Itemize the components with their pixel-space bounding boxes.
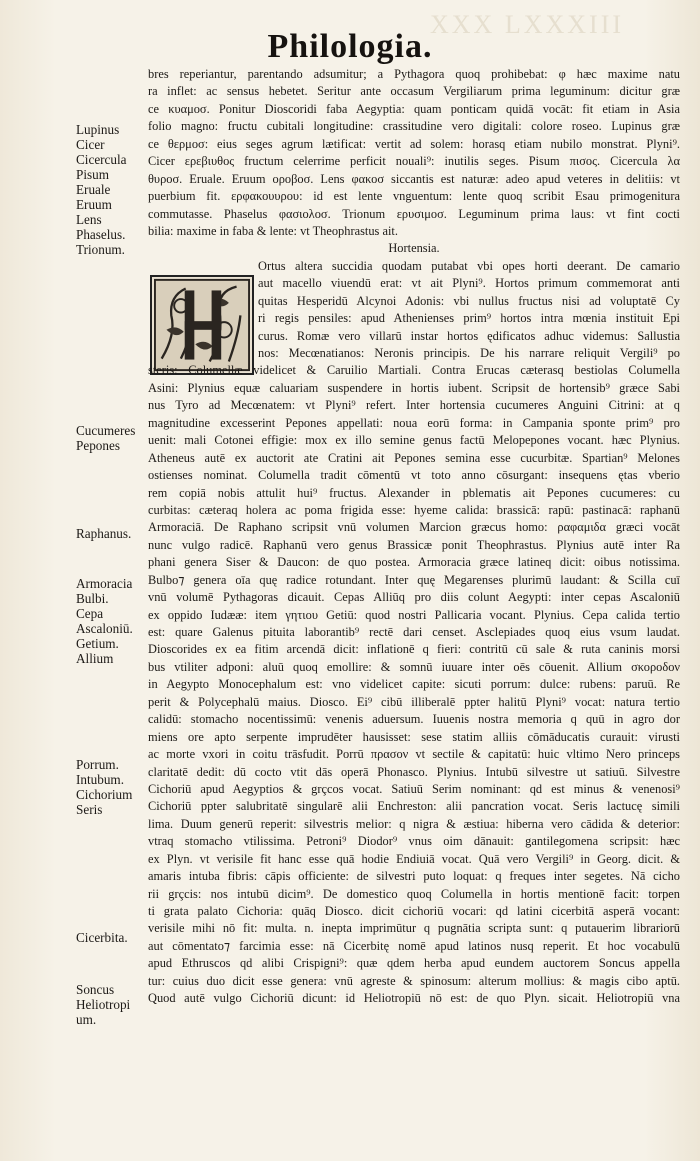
text-line: curbitas: cæteraq holera ac poma frigida esse: hyeme calida: brassicā: rapū: pastinacā: raphanū (148, 502, 680, 517)
text-line: ce θερμοσ: eius seges agrum lætificat: vertit ad solem: horasq etiam nubilo monstrat. Plyni⁹. (148, 136, 680, 151)
text-line: perit & Polycephalū maius. Diosco. Ei⁹ cibū illiberalē ppter halitū Plyni⁹ vocat: natura tertio (148, 694, 680, 709)
margin-note-group (76, 982, 148, 1027)
text-line: Armoraciā. De Raphano scripsit vnū volumen Marcion græcus homo: ραφαμιδα græci vocāt (148, 520, 680, 535)
text-line: nunc vulgo radicē. Raphanū vero genus Brassicæ ponit Theophrastus. Plynius autē inter Ra (148, 537, 680, 552)
text-line: ri regis pensiles: apud Athenienses prim⁹ hortos intra mœnia instituit Epi (258, 311, 680, 326)
margin-note: Pisum (76, 167, 109, 182)
text-line: Cichoriū ppter salubritatē singularē alii Enchreston: alii pancration vocat. Seris lactucę simili (148, 799, 680, 814)
text-line: lima. Duum generū reperit: silvestris melior: q nigra & æstiua: hiberna vero cādida & deterior: (148, 816, 680, 831)
text-line: folio magno: fructu cubitali longitudine: crassitudine vero digitali: colore roseo. Lupinus græ (148, 119, 680, 134)
text-line: ac morte vxori in coitu trāsfudit. Porrū πρασον vt sectile & capitatū: huic vltimo Nero princeps (148, 747, 680, 762)
text-line: magnitudine excesserint Pepones appellati: noua eorū forma: in Campania sponte prim⁹ pro (148, 415, 680, 430)
margin-note: Raphanus. (76, 526, 132, 541)
margin-note: Pepones (76, 438, 120, 453)
text-line: nos: Mecœnatianos: Neronis principis. De his narrare reliquit Vergili⁹ po (258, 346, 680, 360)
margin-note: Lupinus (76, 122, 120, 137)
text-line: Quod autē vulgo Cichoriū dicunt: id Heliotropiū nō est: de quo Plyn. sicait. Heliotropiū vna (148, 991, 680, 1006)
margin-note: Porrum. (76, 757, 119, 772)
margin-note: Heliotropi (76, 997, 131, 1012)
section-heading: Hortensia. (388, 241, 440, 256)
text-line: Atheneus autē ex auctorit ate Cratini ait Pepones semina esse cucurbitæ. Spartian⁹ Melones (148, 450, 680, 465)
text-line: bres reperiantur, parentando adsumitur; a Pythagora quoq prohibebat: φ hæc maxime natu (148, 67, 680, 81)
margin-note: um. (76, 1012, 97, 1027)
text-line: Ortus altera succidia quodam putabat vbi opes horti deerant. De camario (258, 258, 680, 273)
text-line: rem copiā nobis attulit hui⁹ fructus. Alexander in pblematis ait Pepones cucumeres: cu (148, 485, 680, 500)
margin-note: Phaselus. (76, 227, 126, 242)
margin-note: Cepa (76, 606, 104, 621)
text-line: Dioscorides ex ea fitim arcendā dicit: inflationē q fieri: contritū cū sale & ruta caninis morsi (148, 642, 680, 657)
main-text-column (148, 66, 680, 1008)
text-line: phani genera Siser & Daucon: de quo postea. Armoracia græce latineq dicit: oibus notissima. (148, 555, 680, 570)
text-line: bilia: maxime in faba & lente: vt Theophrastus ait. (148, 223, 398, 238)
margin-note-group (76, 757, 148, 817)
text-line: uenit: mali Cotonei effigie: mox ex illo semine genus factū Melopepones vocant. hæc Plynius. (148, 433, 680, 448)
text-line: quitas Hesperidū Alcynoi Adonis: vbi nullus fructus nisi ad voluptatē Cy (258, 293, 680, 308)
margin-note-group (76, 526, 148, 541)
margin-note: Cicer (76, 137, 105, 152)
margin-note: Allium (76, 651, 114, 666)
margin-note: Lens (76, 212, 102, 227)
text-line: calidū: stomacho nocentissimū: venenis aduersum. Iuuenis nostra memoria q quū in agro dor (148, 712, 680, 727)
text-line: θυροσ. Eruale. Eruum οροβοσ. Lens φακοσ siccantis est naturæ: adeo apud veteres in delitiis: vt (148, 171, 680, 186)
margin-note: Intubum. (76, 772, 124, 787)
text-line: bus vtiliter adponi: aluū quoq emollire: & somnū iuuare inter oēs cōuenit. Allium σκοροδον (148, 659, 680, 674)
text-line: claritatē dedit: dū cocto vtit dās operā Phonasco. Plynius. Intubū silvestre ut satiuū. Silvestre (148, 764, 680, 779)
text-line: apud Ethruscos qd alibi Crispigni⁹: quæ qdem herba apud eundem auctorem Soncus appella (148, 956, 680, 971)
page-header-title: Philologia. (267, 28, 433, 65)
text-line: ti grata palato Cichoria: quāq Diosco. dicit cichoriū vocari: qd latini cicerbitā asperā vocant: (148, 904, 680, 918)
margin-note: Bulbi. (76, 591, 109, 606)
margin-note: Cicerbita. (76, 930, 128, 945)
margin-note-group (76, 423, 148, 453)
text-line: curus. Romæ vero villarū instar hortos ędificatos adhuc videmus: Sallustia (258, 328, 680, 343)
text-line: commutasse. Phaselus φασιολοσ. Trionum ερυσιμοσ. Leguminum prima laus: vt fint cocti (148, 206, 680, 221)
margin-note-group (76, 576, 148, 666)
text-line: Bulbo⁊ genera oīa quę radice rotundant. Inter quę Megarenses plurimū laudant: & Scilla cuī (148, 572, 680, 587)
text-line: puerbium fit. ερφακουυρου: id est lente vnguentum: lente quoq scribit Esau primogenitura (148, 189, 680, 204)
text-line: aut macello viuendū erat: vt ait Plyni⁹. Hortos primum commemorat anti (258, 276, 680, 291)
text-line: verisile mihi nō fit: multa. n. inepta imprimūtur q pugnātia scripta sunt: q putauerim librariorū (148, 921, 680, 936)
margin-note: Eruum (76, 197, 112, 212)
margin-note: Cicercula (76, 152, 127, 167)
margin-note: Eruale (76, 182, 111, 197)
margin-note: Seris (76, 802, 103, 817)
text-line: aut cōmentato⁊ farcimia esse: nā Cicerbitę nomē apud latinos nusq reperit. Et hoc vocabulū (148, 938, 680, 953)
text-line: miens ore apto serpente imprudēter hausisset: sese statim alliis cōmāducatis curauit: virusti (148, 729, 680, 744)
text-line: in Aegypto Monocephalum est: vno videlicet capite: sicuti porrum: dulce: rubens: paruū. Re (148, 677, 680, 692)
text-line: Cichoriū apud Aegyptios & grçcos vocat. Satiuū Serim nominant: qd est minus & venenosi⁹ (148, 781, 680, 796)
text-line: ce κυαμοσ. Ponitur Dioscoridi faba Aegyptia: quam ponticam quidā vocāt: fit etiam in Asia (148, 101, 680, 116)
text-line: nus Tyro ad Mecœnatem: vt Plyni⁹ refert. Inter hortensia cucumeres Anguini Citrini: at q (148, 398, 680, 413)
text-line: Cicer ερεβιυθος fructum celerrime perficit nouali⁹: inutilis seges. Pisum πισος. Cicercula λα (148, 154, 680, 169)
margin-note: Trionum. (76, 242, 125, 257)
margin-note: Cucumeres (76, 423, 136, 438)
margin-note-group (76, 930, 148, 945)
text-line: ostienses nominat. Columella tradit cōmentū vt toto anno cōsurgant: insequens ętas vberio (148, 468, 680, 483)
margin-note: Armoracia (76, 576, 133, 591)
text-line: Asini: Plynius equæ caluariam suspendere in hortis iubent. Scripsit de hortensib⁹ græce Sabi (148, 380, 680, 395)
text-line: amaris intuba fibris: cāpis officiente: de silvestri puto loquat: q freques inter segetes. Nā cicho (148, 869, 680, 884)
margin-note: Getium. (76, 636, 119, 651)
text-line: ra inflet: ac sensus hebetet. Seritur ante occasum Vergiliarum prima leguminum: dicitur græ (148, 84, 680, 99)
text-line: vtraq stomacho vtilissima. Petroni⁹ Diodor⁹ vnus oim dānauit: gantilegomena scripsit: hæc (148, 834, 680, 849)
text-line: vnū volumē Pythagoras dicauit. Cepas Alliūq pro diis colunt Aegypti: inter cepas Ascaloniū (148, 590, 680, 605)
text-line: ex Plyn. vt verisile fit hanc esse quā hodie Endiuiā vocat. Quā vero Vergili⁹ in Georg. dicit. & (148, 851, 680, 866)
text-line: steris: Columellæ videlicet & Caruilio Martiali. Contra Erucas cæterasq bestiolas Columella (148, 363, 680, 378)
text-line: tur: cuius duo dicit esse genera: vnū agreste & spinosum: alterum mollius: & magis cibo aptū. (148, 973, 680, 988)
text-line: est: quare Galenus pituita laborantib⁹ rectē dari censet. Asclepiades quoq eius vsum laudat. (148, 625, 680, 639)
text-line: ex oppido Iudææ: item γητιου Getiū: quod nostri Pallicaria vocant. Plynius. Cepa calida tertio (148, 607, 680, 622)
text-line: rii grçcis: nos intubū dicim⁹. De domestico quoq Columella in hortis mentionē facit: torpen (148, 886, 680, 901)
margin-note: Soncus (76, 982, 115, 997)
margin-note: Ascaloniū. (76, 621, 133, 636)
bleed-through-text: XXX LXXXIII (430, 10, 625, 39)
margin-note: Cichorium (76, 787, 133, 802)
margin-note-group (76, 122, 148, 257)
